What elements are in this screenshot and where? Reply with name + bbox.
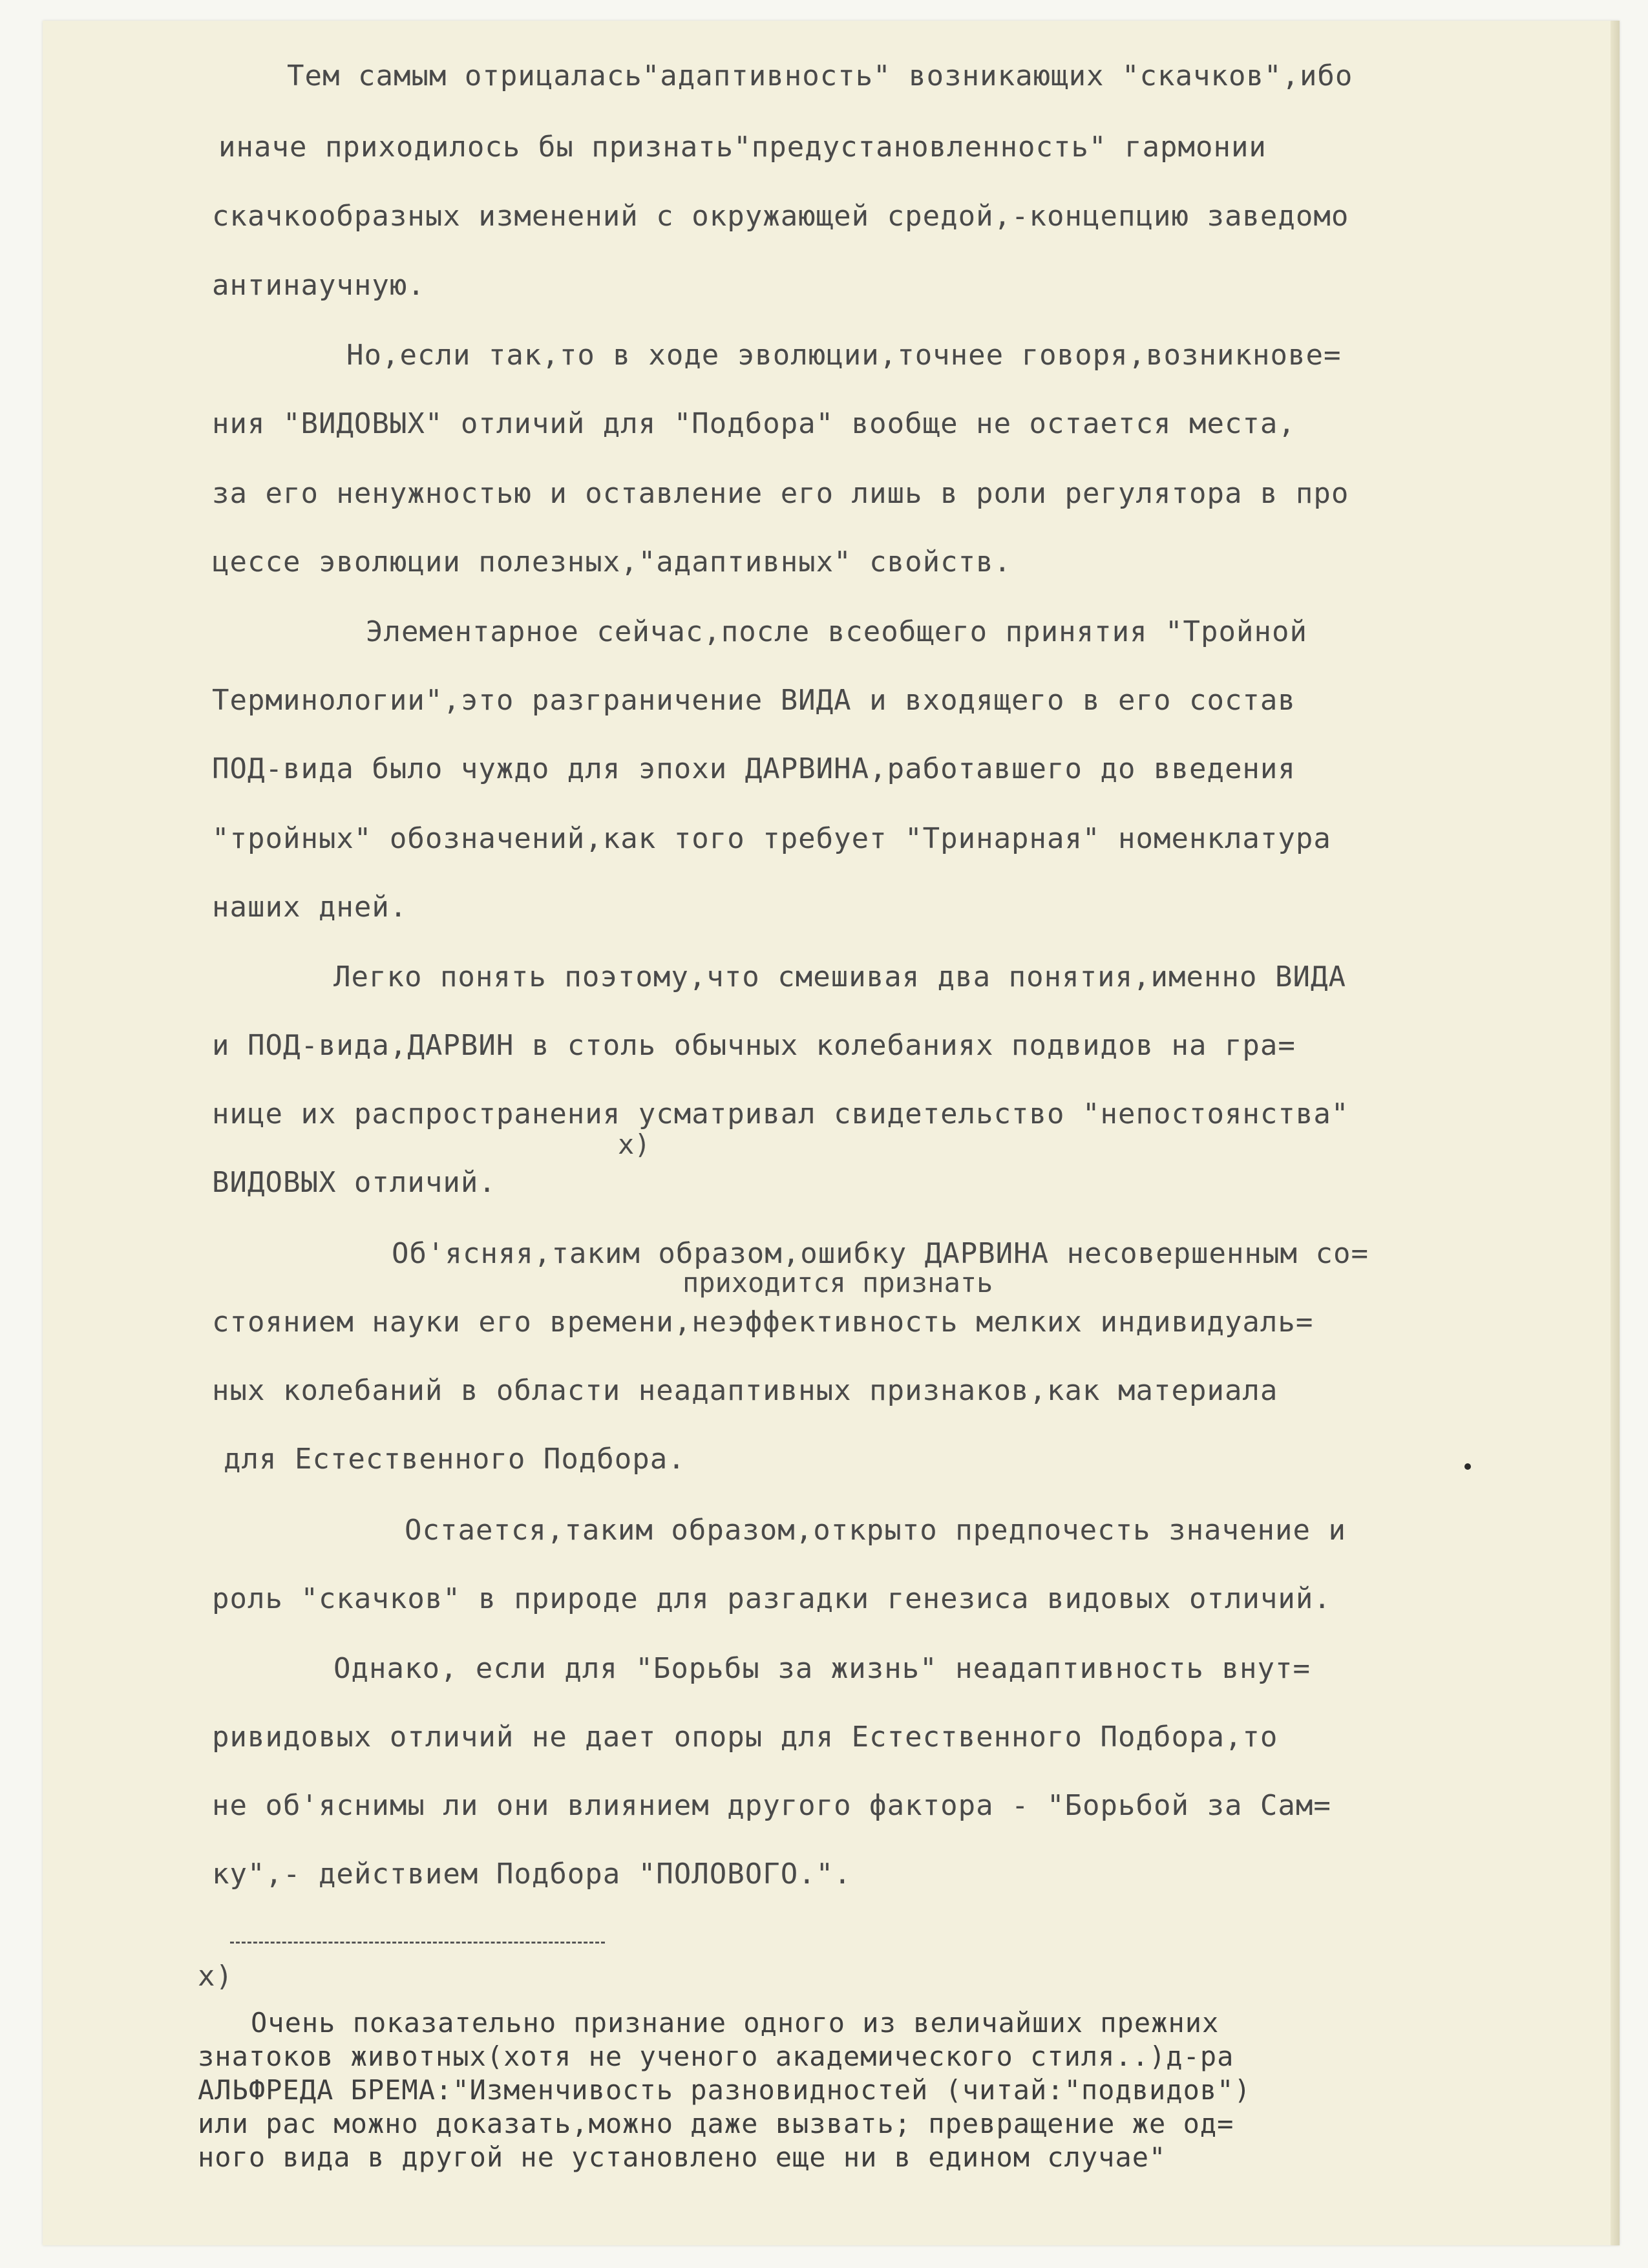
body-line: нице их распространения усматривал свидетельство "непостоянства" bbox=[212, 1097, 1349, 1130]
body-line: ПОД-вида было чуждо для эпохи ДАРВИНА,работавшего до введения bbox=[212, 752, 1296, 785]
ink-mark bbox=[1464, 1463, 1471, 1470]
body-line: "тройных" обозначений,как того требует "Тринарная" номенклатура bbox=[212, 822, 1331, 855]
body-line: наших дней. bbox=[212, 891, 408, 924]
body-line: Легко понять поэтому,что смешивая два понятия,именно ВИДА bbox=[333, 960, 1346, 993]
body-line: роль "скачков" в природе для разгадки генезиса видовых отличий. bbox=[212, 1582, 1331, 1615]
body-line: Элементарное сейчас,после всеобщего принятия "Тройной bbox=[366, 615, 1307, 648]
body-line: для Естественного Подбора. bbox=[224, 1443, 686, 1476]
body-line: Однако, если для "Борьбы за жизнь" неадаптивность внут= bbox=[333, 1652, 1311, 1685]
body-line: и ПОД-вида,ДАРВИН в столь обычных колебаниях подвидов на гра= bbox=[212, 1029, 1296, 1062]
footnote-reference-mark: x) bbox=[618, 1129, 651, 1160]
body-line: ных колебаний в области неадаптивных признаков,как материала bbox=[212, 1374, 1278, 1407]
body-line: не об'яснимы ли они влиянием другого фактора - "Борьбой за Сам= bbox=[212, 1789, 1331, 1822]
body-line: за его ненужностью и оставление его лишь в роли регулятора в про bbox=[212, 477, 1349, 510]
body-line: иначе приходилось бы признать"предустановленность" гармонии bbox=[218, 131, 1267, 164]
body-line: ривидовых отличий не дает опоры для Естественного Подбора,то bbox=[212, 1721, 1278, 1754]
body-line: Остается,таким образом,открыто предпочесть значение и bbox=[405, 1514, 1346, 1547]
body-line: Тем самым отрицалась"адаптивность" возникающих "скачков",ибо bbox=[287, 59, 1353, 92]
footnote-line: Очень показательно признание одного из величайших прежних bbox=[251, 2007, 1220, 2039]
body-line: Терминологии",это разграничение ВИДА и входящего в его состав bbox=[212, 684, 1296, 717]
paper-sheet bbox=[43, 21, 1620, 2245]
body-line: антинаучную. bbox=[212, 269, 425, 302]
body-line: стоянием науки его времени,неэффективность мелких индивидуаль= bbox=[212, 1306, 1314, 1339]
body-line: Но,если так,то в ходе эволюции,точнее говоря,возникнове= bbox=[346, 339, 1342, 372]
footnote-line: или рас можно доказать,можно даже вызвать; превращение же од= bbox=[198, 2108, 1234, 2139]
body-line: ния "ВИДОВЫХ" отличий для "Подбора" вообще не остается места, bbox=[212, 407, 1296, 440]
footnote-line: знатоков животных(хотя не ученого академического стиля..)д-ра bbox=[198, 2040, 1234, 2072]
footnote-separator bbox=[230, 1942, 605, 1944]
body-line: Об'ясняя,таким образом,ошибку ДАРВИНА несовершенным со= bbox=[392, 1237, 1369, 1270]
sheet-edge-shadow bbox=[1611, 21, 1620, 2245]
inserted-phrase: приходится признать bbox=[682, 1267, 993, 1298]
body-line: цессе эволюции полезных,"адаптивных" свойств. bbox=[212, 546, 1012, 578]
footnote-line: ного вида в другой не установлено еще ни в едином случае" bbox=[198, 2141, 1167, 2173]
footnote-line: АЛЬФРЕДА БРЕМА:"Изменчивость разновидностей (читай:"подвидов") bbox=[198, 2074, 1251, 2106]
body-line: ку",- действием Подбора "ПОЛОВОГО.". bbox=[212, 1858, 852, 1891]
footnote-mark: x) bbox=[198, 1960, 233, 1993]
body-line: ВИДОВЫХ отличий. bbox=[212, 1166, 496, 1199]
body-line: скачкообразных изменений с окружающей средой,-концепцию заведомо bbox=[212, 200, 1349, 233]
